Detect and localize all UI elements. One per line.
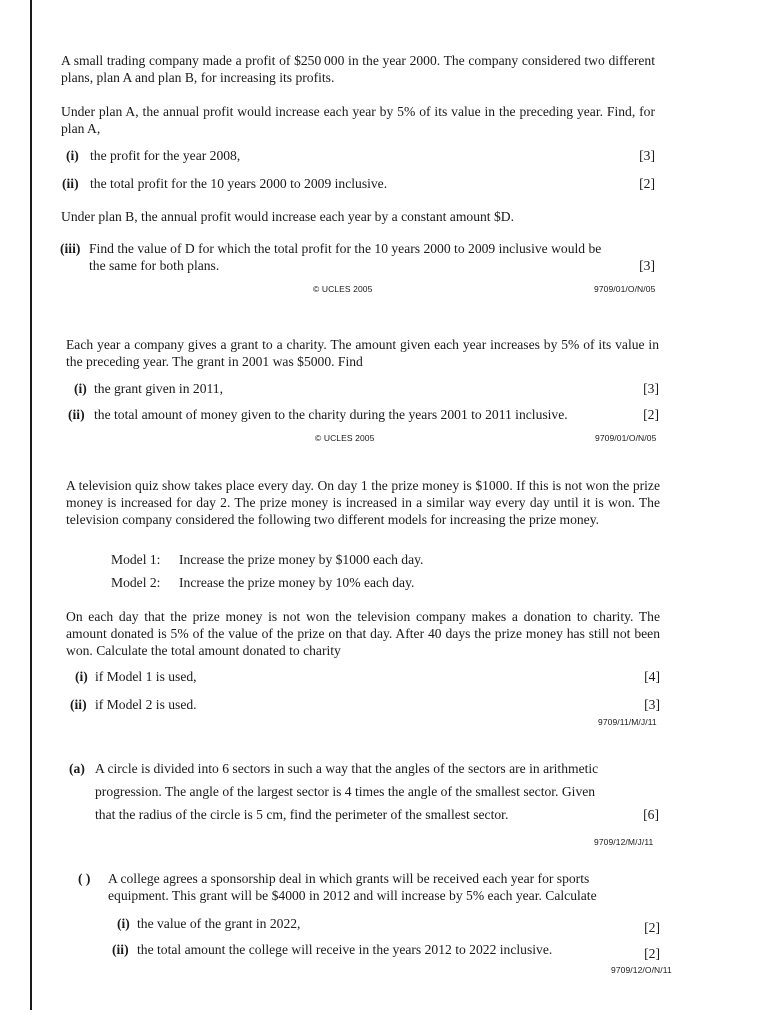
part-text: the value of the grant in 2022, bbox=[137, 916, 301, 931]
part-number: (ii) bbox=[62, 176, 79, 191]
marks: [2] bbox=[644, 920, 660, 935]
q3-part-ii bbox=[70, 696, 660, 714]
part-text-line2: the same for both plans. bbox=[89, 258, 220, 273]
part-text-line1: Find the value of D for which the total profit for the 10 years 2000 to 2009 inclusive would be bbox=[89, 241, 602, 256]
part-text: if Model 2 is used. bbox=[95, 697, 197, 712]
q2-part-ii bbox=[68, 406, 659, 424]
part-text: the total profit for the 10 years 2000 to 2009 inclusive. bbox=[90, 176, 388, 191]
marks: [2] bbox=[639, 176, 655, 191]
left-margin-rule bbox=[30, 0, 32, 1010]
q1-part-ii bbox=[62, 175, 655, 193]
q3-model-2 bbox=[111, 574, 511, 592]
marks: [2] bbox=[644, 946, 660, 961]
part-number: (ii) bbox=[70, 697, 87, 712]
part-text: the grant given in 2011, bbox=[94, 381, 223, 396]
copyright: © UCLES 2005 bbox=[313, 284, 373, 294]
part-number: (i) bbox=[117, 916, 130, 931]
stem-line1: A college agrees a sponsorship deal in which grants will be received each year for sports bbox=[108, 871, 590, 886]
part-number: ( ) bbox=[78, 871, 91, 886]
part-number: (i) bbox=[66, 148, 79, 163]
paper-code: 9709/11/M/J/11 bbox=[598, 717, 657, 727]
part-text-line1: A circle is divided into 6 sectors in such a way that the angles of the sectors are in arithmetic bbox=[95, 761, 599, 776]
marks: [6] bbox=[643, 807, 659, 822]
stem-line2: equipment. This grant will be $4000 in 2012 and will increase by 5% each year. Calculate bbox=[108, 888, 597, 903]
part-text: the total amount the college will receive in the years 2012 to 2022 inclusive. bbox=[137, 942, 553, 957]
model-text: Increase the prize money by 10% each day. bbox=[179, 575, 415, 590]
part-number: (iii) bbox=[60, 241, 81, 256]
part-number: (i) bbox=[74, 381, 87, 396]
q3-part-i bbox=[75, 668, 660, 686]
marks: [4] bbox=[644, 669, 660, 684]
part-number: (ii) bbox=[68, 407, 85, 422]
model-label: Model 1: bbox=[111, 552, 161, 567]
q5-stem bbox=[78, 870, 672, 906]
q1-plan-b: Under plan B, the annual profit would increase each year by a constant amount $D. bbox=[61, 209, 514, 224]
paper-code: 9709/12/O/N/11 bbox=[611, 965, 672, 975]
marks: [3] bbox=[639, 258, 655, 273]
copyright: © UCLES 2005 bbox=[315, 433, 375, 443]
part-text-line3: that the radius of the circle is 5 cm, find the perimeter of the smallest sector. bbox=[95, 807, 509, 822]
q5-part-ii bbox=[112, 941, 660, 959]
q1-part-i bbox=[66, 147, 655, 165]
part-text: the profit for the year 2008, bbox=[90, 148, 241, 163]
q2-part-i bbox=[74, 380, 659, 398]
q4-part-a bbox=[69, 757, 659, 827]
part-number: (a) bbox=[69, 761, 85, 776]
marks: [2] bbox=[643, 407, 659, 422]
paper-code: 9709/01/O/N/05 bbox=[594, 284, 656, 294]
marks: [3] bbox=[639, 148, 655, 163]
model-text: Increase the prize money by $1000 each day. bbox=[179, 552, 424, 567]
model-label: Model 2: bbox=[111, 575, 161, 590]
q1-part-iii bbox=[60, 240, 655, 276]
q1-intro: A small trading company made a profit of $250 000 in the year 2000. The company considered two different plans, plan A and plan B, for increasing its profits. bbox=[61, 53, 655, 85]
paper-code: 9709/01/O/N/05 bbox=[595, 433, 657, 443]
part-number: (ii) bbox=[112, 942, 129, 957]
q5-part-i bbox=[117, 915, 660, 933]
marks: [3] bbox=[644, 697, 660, 712]
marks: [3] bbox=[643, 381, 659, 396]
q2-intro: Each year a company gives a grant to a charity. The amount given each year increases by 5% of its value in the preceding year. The grant in 2001 was $5000. Find bbox=[66, 337, 659, 369]
part-text-line2: progression. The angle of the largest sector is 4 times the angle of the smallest sector. Given bbox=[95, 784, 596, 799]
paper-code: 9709/12/M/J/11 bbox=[594, 837, 654, 847]
part-text: the total amount of money given to the charity during the years 2001 to 2011 inclusive. bbox=[94, 407, 568, 422]
q3-donation: On each day that the prize money is not won the television company makes a donation to charity. The amount donated is 5% of the value of the prize on that day. After 40 days the prize money has still not been won. Calculate the total amount donated to charity bbox=[66, 609, 660, 658]
q3-model-1 bbox=[111, 551, 511, 569]
part-number: (i) bbox=[75, 669, 88, 684]
part-text: if Model 1 is used, bbox=[95, 669, 197, 684]
q3-intro: A television quiz show takes place every day. On day 1 the prize money is $1000. If this is not won the prize money is increased for day 2. The prize money is increased in a similar way every day until it is won. The television company considered the following two different models for increasing the prize money. bbox=[66, 478, 660, 527]
q1-plan-a: Under plan A, the annual profit would increase each year by 5% of its value in the preceding year. Find, for plan A, bbox=[61, 104, 655, 136]
